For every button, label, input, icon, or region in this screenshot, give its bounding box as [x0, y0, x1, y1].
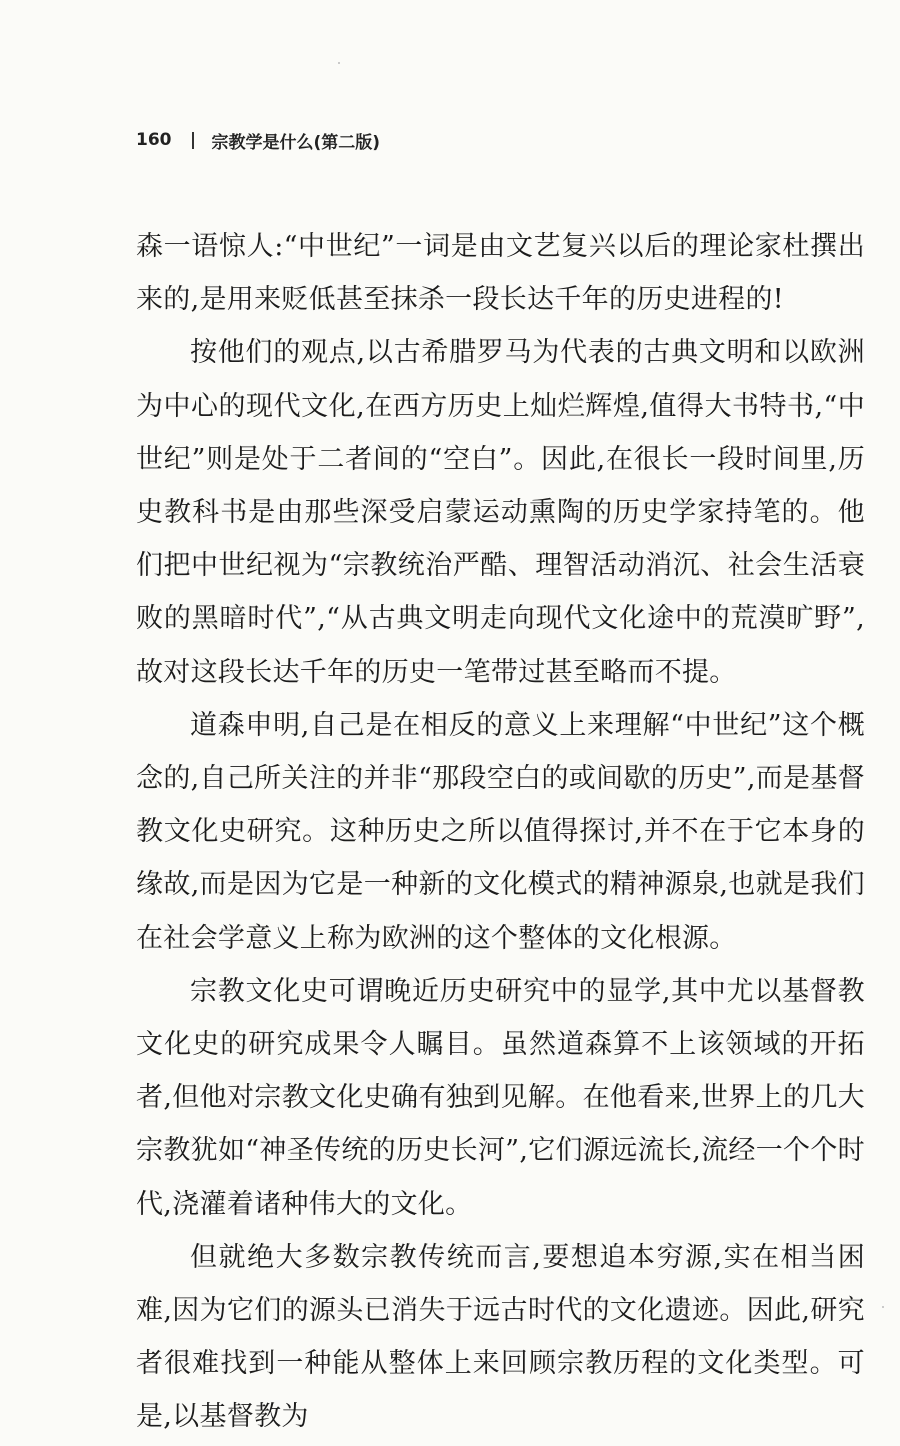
body-text: [136, 220, 865, 1444]
paragraph-1: 森一语惊人:“中世纪”一词是由文艺复兴以后的理论家杜撰出来的,是用来贬低甚至抹杀一段长达千年的历史进程的!: [136, 231, 865, 316]
book-title: 宗教学是什么(第二版): [211, 132, 381, 153]
paragraph-2: 按他们的观点,以古希腊罗马为代表的古典文明和以欧洲为中心的现代文化,在西方历史上灿烂辉煌,值得大书特书,“中世纪”则是处于二者间的“空白”。因此,在很长一段时间里,历史教科书是由那些深受启蒙运动熏陶的历史学家持笔的。他们把中世纪视为“宗教统治严酷、理智活动消沉、社会生活衰败的黑暗时代”,“从古典文明走向现代文化途中的荒漠旷野”,故对这段长达千年的历史一笔带过甚至略而不提。: [136, 337, 865, 688]
paper-speck: [882, 1306, 884, 1308]
paragraph-5: 但就绝大多数宗教传统而言,要想追本穷源,实在相当困难,因为它们的源头已消失于远古时代的文化遗迹。因此,研究者很难找到一种能从整体上来回顾宗教历程的文化类型。可是,以基督教为: [136, 1241, 865, 1433]
paragraph-3: 道森申明,自己是在相反的意义上来理解“中世纪”这个概念的,自己所关注的并非“那段空白的或间歇的历史”,而是基督教文化史研究。这种历史之所以值得探讨,并不在于它本身的缘故,而是因为它是一种新的文化模式的精神源泉,也就是我们在社会学意义上称为欧洲的这个整体的文化根源。: [136, 709, 865, 954]
page-number: 160: [136, 130, 172, 150]
running-header: [136, 127, 380, 153]
paper-speck: [338, 62, 340, 64]
paragraph-4: 宗教文化史可谓晚近历史研究中的显学,其中尤以基督教文化史的研究成果令人瞩目。虽然道森算不上该领域的开拓者,但他对宗教文化史确有独到见解。在他看来,世界上的几大宗教犹如“神圣传统的历史长河”,它们源远流长,流经一个个时代,浇灌着诸种伟大的文化。: [136, 975, 865, 1220]
header-divider: [192, 132, 194, 149]
